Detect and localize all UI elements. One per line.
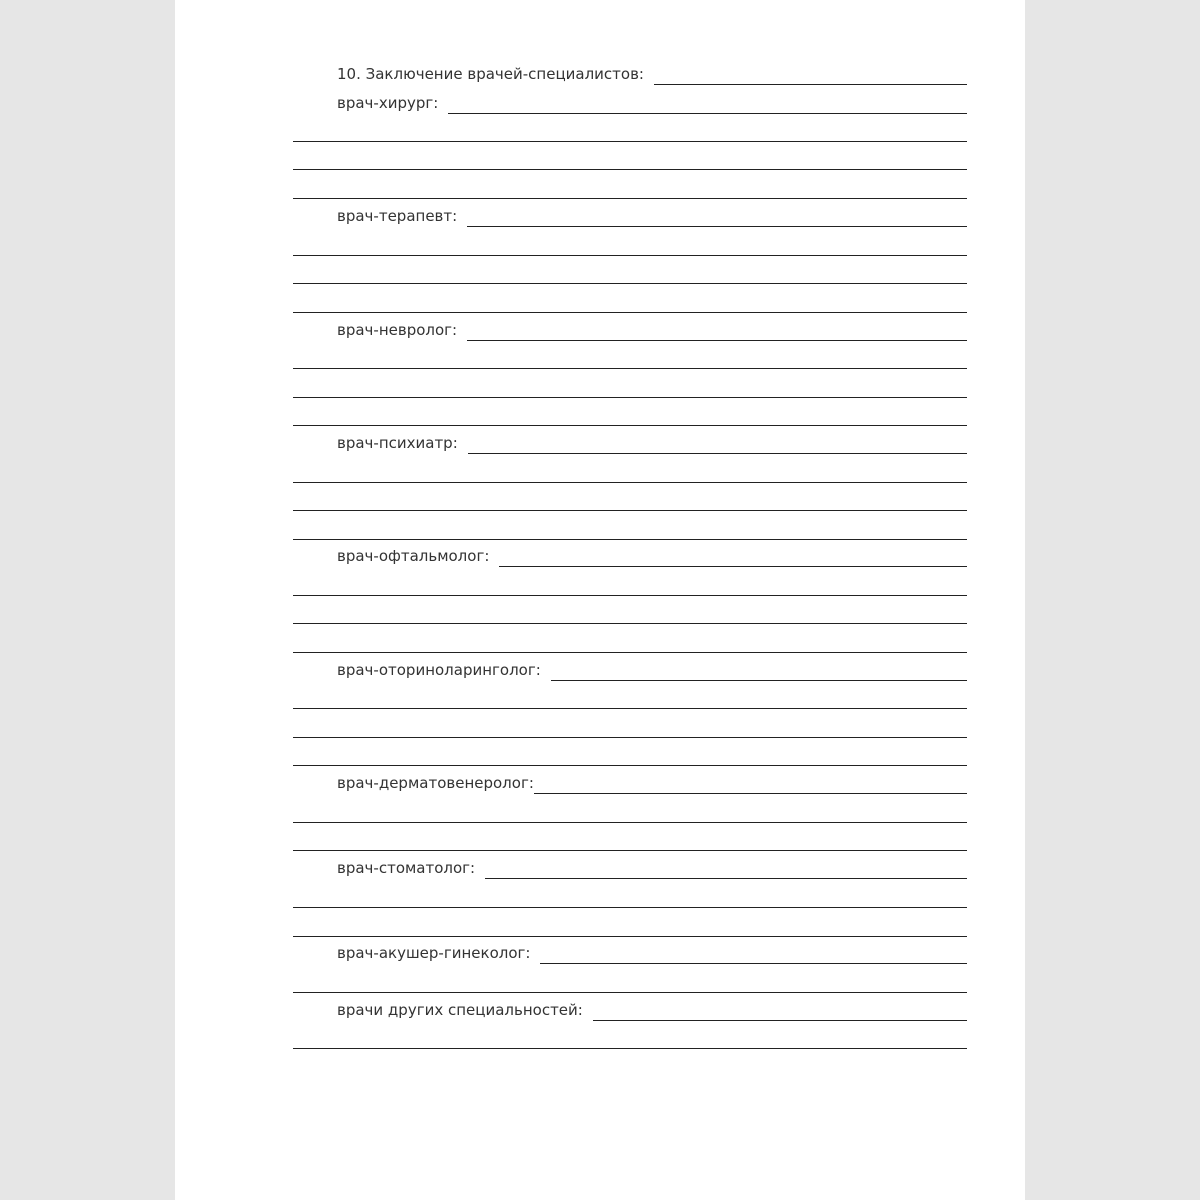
dentist-row [293, 849, 967, 879]
neurologist-label: врач-невролог: [337, 321, 458, 339]
psychiatrist-line-2[interactable] [293, 510, 967, 511]
dentist-line-1[interactable] [293, 907, 967, 908]
obstetrician-gynecologist-field[interactable] [540, 963, 967, 964]
surgeon-line-2[interactable] [293, 169, 967, 170]
ophthalmologist-line-1[interactable] [293, 595, 967, 596]
specialists-conclusion-form [175, 0, 1025, 1200]
therapist-line-1[interactable] [293, 255, 967, 256]
ophthalmologist-row [293, 537, 967, 567]
surgeon-line-1[interactable] [293, 141, 967, 142]
otorhinolaryngologist-row [293, 651, 967, 681]
other-specialists-row [293, 991, 967, 1021]
neurologist-row [293, 311, 967, 341]
psychiatrist-row [293, 424, 967, 454]
dentist-label: врач-стоматолог: [337, 859, 476, 877]
dermatovenereologist-row [293, 764, 967, 794]
obstetrician-gynecologist-row [293, 934, 967, 964]
psychiatrist-label: врач-психиатр: [337, 434, 458, 452]
other-specialists-label: врачи других специальностей: [337, 1001, 583, 1019]
psychiatrist-line-1[interactable] [293, 482, 967, 483]
other-specialists-line-1[interactable] [293, 1048, 967, 1049]
dermatovenereologist-line-1[interactable] [293, 822, 967, 823]
otorhinolaryngologist-field[interactable] [551, 680, 967, 681]
ophthalmologist-field[interactable] [499, 566, 967, 567]
otorhinolaryngologist-line-1[interactable] [293, 708, 967, 709]
ophthalmologist-line-2[interactable] [293, 623, 967, 624]
document-page [175, 0, 1025, 1200]
dermatovenereologist-label: врач-дерматовенеролог: [337, 774, 534, 792]
neurologist-line-2[interactable] [293, 397, 967, 398]
conclusion-heading: 10. Заключение врачей-специалистов: [337, 65, 644, 83]
surgeon-row [293, 84, 967, 114]
conclusion-heading-row [293, 55, 967, 85]
dentist-field[interactable] [485, 878, 967, 879]
surgeon-field[interactable] [448, 113, 967, 114]
dermatovenereologist-field[interactable] [534, 793, 967, 794]
therapist-label: врач-терапевт: [337, 207, 458, 225]
otorhinolaryngologist-label: врач-оториноларинголог: [337, 661, 541, 679]
psychiatrist-field[interactable] [468, 453, 967, 454]
other-specialists-field[interactable] [593, 1020, 967, 1021]
neurologist-field[interactable] [467, 340, 967, 341]
therapist-field[interactable] [467, 226, 967, 227]
neurologist-line-1[interactable] [293, 368, 967, 369]
therapist-line-2[interactable] [293, 283, 967, 284]
ophthalmologist-label: врач-офтальмолог: [337, 547, 490, 565]
otorhinolaryngologist-line-2[interactable] [293, 737, 967, 738]
obstetrician-gynecologist-label: врач-акушер-гинеколог: [337, 944, 531, 962]
therapist-row [293, 197, 967, 227]
surgeon-label: врач-хирург: [337, 94, 439, 112]
